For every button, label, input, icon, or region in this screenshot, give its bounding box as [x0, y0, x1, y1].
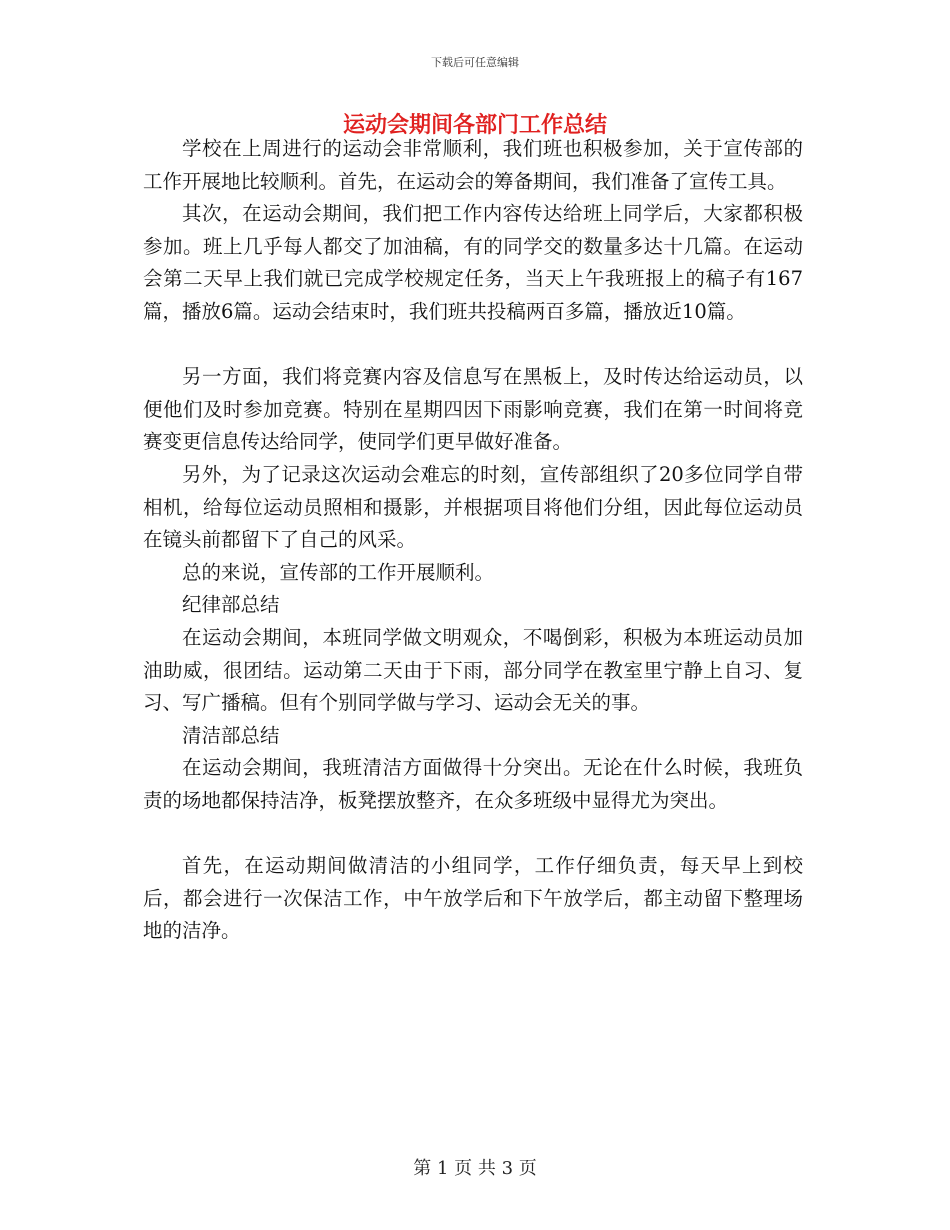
section-heading-cleaning: 清洁部总结 — [182, 723, 280, 747]
paragraph-cleaning: 在运动会期间，我班清洁方面做得十分突出。无论在什么时候，我班负责的场地都保持洁净，板凳摆放整齐，在众多班级中显得尤为突出。 — [143, 756, 803, 812]
paragraph-propaganda-blackboard: 另一方面，我们将竞赛内容及信息写在黑板上，及时传达给运动员，以便他们及时参加竞赛。特别在星期四因下雨影响竞赛，我们在第一时间将竞赛变更信息传达给同学，使同学们更早做好准备。 — [143, 365, 803, 454]
page-footer: 第 1 页 共 3 页 — [413, 1158, 537, 1179]
document-body — [143, 133, 803, 948]
header-note: 下载后可任意编辑 — [431, 56, 519, 69]
paragraph-propaganda-photos: 另外，为了记录这次运动会难忘的时刻，宣传部组织了20多位同学自带相机，给每位运动员照相和摄影，并根据项目将他们分组，因此每位运动员在镜头前都留下了自己的风采。 — [143, 462, 803, 552]
document-title: 运动会期间各部门工作总结 — [342, 112, 607, 138]
section-heading-discipline: 纪律部总结 — [182, 593, 280, 617]
paragraph-cleaning-details: 首先，在运动期间做清洁的小组同学，工作仔细负责，每天早上到校后，都会进行一次保洁工作，中午放学后和下午放学后，都主动留下整理场地的洁净。 — [143, 854, 803, 943]
paragraph-propaganda-intro: 学校在上周进行的运动会非常顺利，我们班也积极参加，关于宣传部的工作开展地比较顺利。首先，在运动会的筹备期间，我们准备了宣传工具。 — [143, 137, 803, 193]
paragraph-discipline: 在运动会期间，本班同学做文明观众，不喝倒彩，积极为本班运动员加油助威，很团结。运动第二天由于下雨，部分同学在教室里宁静上自习、复习、写广播稿。但有个别同学做与学习、运动会无关的事。 — [143, 625, 803, 715]
paragraph-propaganda-during: 其次，在运动会期间，我们把工作内容传达给班上同学后，大家都积极参加。班上几乎每人都交了加油稿，有的同学交的数量多达十几篇。在运动会第二天早上我们就已完成学校规定任务，当天上午我班报上的稿子有167篇，播放6篇。运动会结束时，我们班共投稿两百多篇，播放近10篇。 — [143, 202, 803, 323]
paragraph-propaganda-conclusion: 总的来说，宣传部的工作开展顺利。 — [182, 560, 495, 584]
